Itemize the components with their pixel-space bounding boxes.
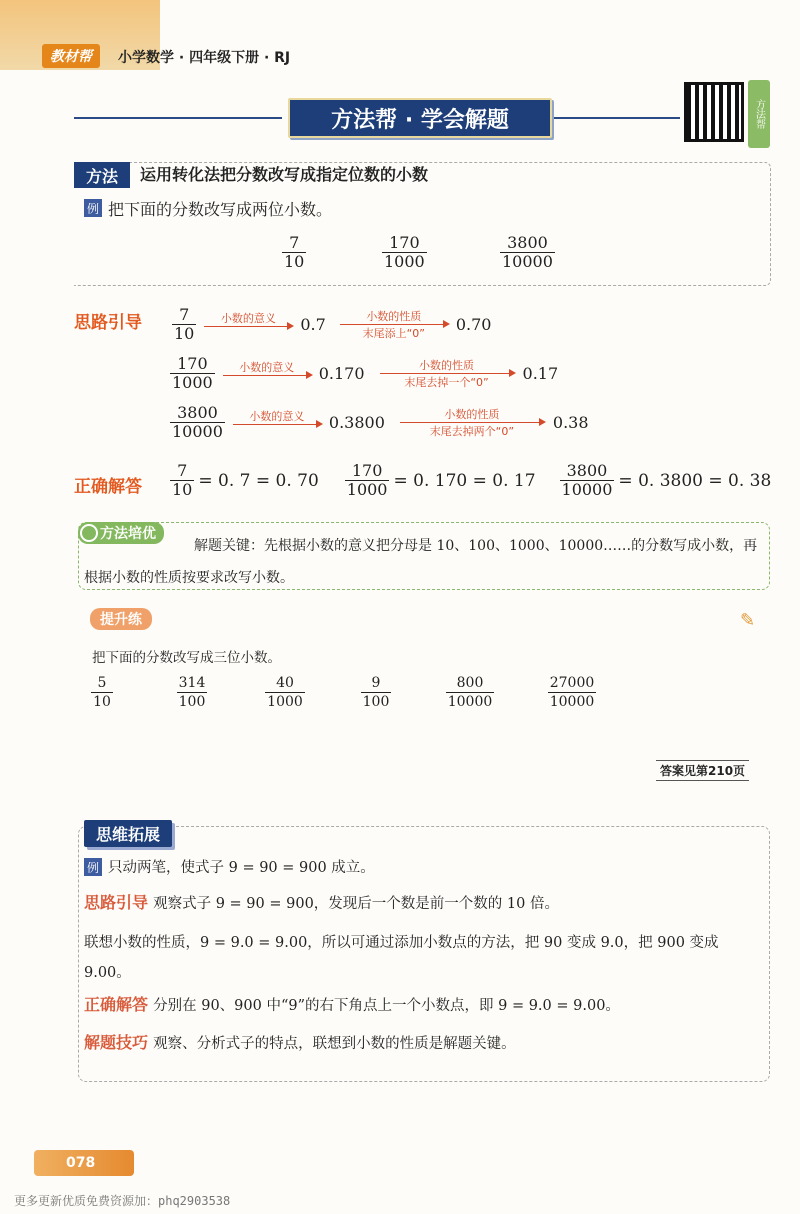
practice-fraction: $\frac{27000}{10000}$	[549, 675, 595, 710]
method-fraction: $\frac{170}{1000}$	[384, 233, 425, 271]
thinking-guide: 思路引导 观察式子 9 = 90 = 900，发现后一个数是前一个数的 10 倍。	[84, 893, 559, 912]
thinking-skill: 解题技巧 观察、分析式子的特点，联想到小数的性质是解题关键。	[84, 1033, 516, 1052]
tips-tag: 方法培优	[78, 522, 164, 544]
guide-row: $\frac{170}{1000}$ 小数的意义 0.170 小数的性质 末尾去掉一个“0” 0.17	[172, 354, 559, 392]
method-tag: 方法	[74, 162, 130, 188]
practice-fraction: $\frac{800}{10000}$	[447, 675, 493, 710]
guide-row: $\frac{3800}{10000}$ 小数的意义 0.3800 小数的性质 末尾去掉两个“0” 0.38	[172, 403, 589, 441]
thinking-tag: 思维拓展	[84, 820, 172, 847]
pencil-icon: ✎	[740, 610, 756, 631]
practice-fraction: $\frac{9}{100}$	[362, 675, 390, 710]
example-text: 把下面的分数改写成两位小数。	[108, 200, 333, 219]
qr-code-icon[interactable]	[684, 82, 744, 142]
practice-fraction: $\frac{40}{1000}$	[267, 675, 303, 710]
method-title: 运用转化法把分数改写成指定位数的小数	[140, 165, 429, 184]
guide-row: $\frac{7}{10}$ 小数的意义 0.7 小数的性质 末尾添上“0” 0.70	[174, 305, 492, 343]
practice-fraction: $\frac{314}{100}$	[178, 675, 206, 710]
practice-tag: 提升练	[90, 608, 152, 630]
thinking-example-tag: 例	[84, 858, 102, 876]
method-fraction: $\frac{7}{10}$	[284, 233, 305, 271]
qr-tab: 方法帮	[748, 80, 770, 148]
guide-label: 思路引导	[74, 313, 142, 333]
series-badge: 教材帮	[42, 44, 100, 68]
answer-row: $\frac{7}{10}$ = 0. 7 = 0. 70 $\frac{170}{1000}$ = 0. 170 = 0. 17 $\frac{3800}{10000}$ = 0. 3800 = 0. 38	[172, 461, 772, 499]
footer-note: 更多更新优质免费资源加：phq2903538	[14, 1194, 231, 1208]
book-title: 小学数学 · 四年级下册 · RJ	[118, 50, 291, 66]
example-tag: 例	[84, 199, 102, 217]
page-number: 078	[34, 1150, 134, 1176]
answer-label: 正确解答	[74, 477, 142, 497]
banner-rule-right	[554, 117, 680, 119]
thinking-answer: 正确解答 分别在 90、900 中“9”的右下角点上一个小数点，即 9 = 9.0 = 9.00。	[84, 995, 620, 1014]
method-fraction: $\frac{3800}{10000}$	[502, 233, 553, 271]
banner-rule-left	[74, 117, 282, 119]
practice-fraction: $\frac{5}{10}$	[93, 675, 111, 710]
thinking-guide-text2: 联想小数的性质，9 = 9.0 = 9.00，所以可通过添加小数点的方法，把 90 变成 9.0，把 900 变成 9.00。	[84, 935, 719, 981]
tips-text: 解题关键：先根据小数的意义把分母是 10、100、1000、10000……的分数写成小数，再根据小数的性质按要求改写小数。	[84, 538, 758, 586]
section-banner: 方法帮 · 学会解题	[288, 98, 552, 138]
answer-reference[interactable]: 答案见第210页	[656, 760, 749, 781]
practice-fractions	[88, 674, 598, 711]
practice-text: 把下面的分数改写成三位小数。	[92, 650, 281, 666]
thinking-example-text: 只动两笔，使式子 9 = 90 = 900 成立。	[108, 860, 375, 876]
